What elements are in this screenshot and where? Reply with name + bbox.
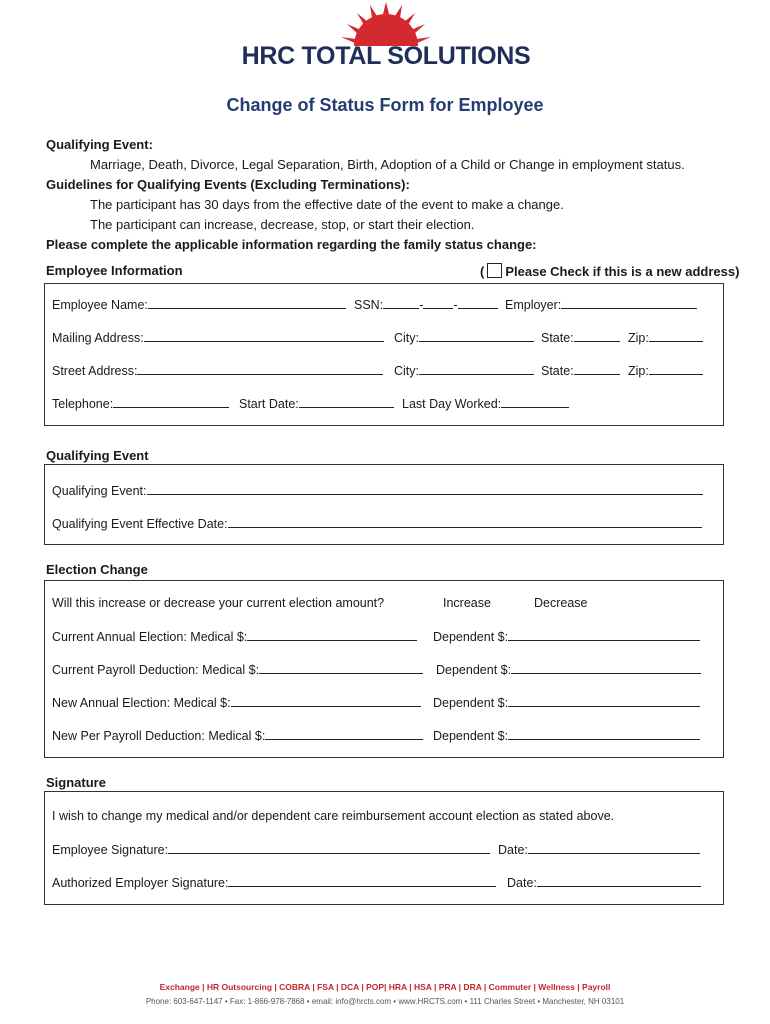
logo-text: HRC TOTAL SOLUTIONS <box>241 42 531 70</box>
street-address-field[interactable] <box>137 362 383 375</box>
mailing-city-label: City: <box>394 331 419 345</box>
new-annual-dependent-field[interactable] <box>508 694 700 707</box>
new-payroll-dependent-label: Dependent $: <box>433 729 509 743</box>
employee-date-field[interactable] <box>528 841 700 854</box>
current-annual-medical-field[interactable] <box>247 628 417 641</box>
current-annual-row <box>52 628 417 645</box>
form-title: Change of Status Form for Employee <box>226 95 544 115</box>
mailing-state-label: State: <box>541 331 574 345</box>
ssn-field-1[interactable] <box>383 296 419 309</box>
signature-statement: I wish to change my medical and/or dependent care reimbursement account election as stated above. <box>52 809 615 823</box>
mailing-state-field[interactable] <box>574 329 620 342</box>
qualifying-event-row <box>52 482 703 499</box>
start-date-label: Start Date: <box>239 397 299 411</box>
employee-date-row <box>498 841 700 858</box>
new-address-checkbox[interactable] <box>487 263 502 278</box>
employee-name-field[interactable] <box>148 296 346 309</box>
new-payroll-row <box>52 727 423 744</box>
footer-contact: Phone: 603-647-1147 • Fax: 1-866-978-7868 • email: info@hrcts.com • www.HRCTS.com • 111 Charles Street • Manchester, NH 03101 <box>145 997 625 1006</box>
street-city-field[interactable] <box>419 362 534 375</box>
new-annual-label: New Annual Election: Medical $: <box>52 696 231 710</box>
effective-date-row <box>52 515 702 532</box>
new-payroll-label: New Per Payroll Deduction: Medical $: <box>52 729 266 743</box>
new-payroll-dependent-field[interactable] <box>508 727 700 740</box>
new-annual-row <box>52 694 421 711</box>
employer-signature-row <box>52 874 496 891</box>
new-payroll-medical-field[interactable] <box>265 727 423 740</box>
election-change-heading: Election Change <box>46 562 148 577</box>
ssn-field-3[interactable] <box>458 296 498 309</box>
current-annual-label: Current Annual Election: Medical $: <box>52 630 248 644</box>
current-payroll-row <box>52 661 423 678</box>
street-state-label: State: <box>541 364 574 378</box>
employer-field[interactable] <box>561 296 697 309</box>
mailing-address-row <box>52 329 384 346</box>
footer-services: Exchange | HR Outsourcing | COBRA | FSA | DCA | POP| HRA | HSA | PRA | DRA | Commuter | Wellness | Payroll <box>159 982 611 992</box>
employee-signature-row <box>52 841 490 858</box>
signature-heading: Signature <box>46 775 106 790</box>
mailing-zip-field[interactable] <box>649 329 703 342</box>
qualifying-event-heading: Qualifying Event: <box>46 137 153 152</box>
mailing-address-field[interactable] <box>144 329 384 342</box>
street-zip-row <box>628 362 703 379</box>
telephone-label: Telephone: <box>52 397 114 411</box>
employer-date-field[interactable] <box>537 874 701 887</box>
ssn-label: SSN: <box>354 298 384 312</box>
increase-option[interactable]: Increase <box>443 596 491 610</box>
guideline-1: The participant has 30 days from the effective date of the event to make a change. <box>90 197 564 212</box>
effective-date-label: Qualifying Event Effective Date: <box>52 517 228 531</box>
street-address-row <box>52 362 383 379</box>
new-address-check <box>480 263 739 280</box>
street-city-row <box>394 362 534 379</box>
new-payroll-dependent-row <box>433 727 700 744</box>
current-annual-dependent-label: Dependent $: <box>433 630 509 644</box>
employer-date-row <box>507 874 701 891</box>
qualifying-event-section-heading: Qualifying Event <box>46 448 149 463</box>
employer-signature-field[interactable] <box>228 874 496 887</box>
employer-row <box>505 296 697 313</box>
election-question: Will this increase or decrease your current election amount? <box>52 596 385 610</box>
current-payroll-dependent-row <box>436 661 701 678</box>
telephone-field[interactable] <box>113 395 229 408</box>
new-annual-medical-field[interactable] <box>231 694 421 707</box>
employer-date-label: Date: <box>507 876 537 890</box>
mailing-state-row <box>541 329 620 346</box>
mailing-zip-label: Zip: <box>628 331 649 345</box>
decrease-option[interactable]: Decrease <box>534 596 588 610</box>
street-state-row <box>541 362 620 379</box>
ssn-separator-1: - <box>419 298 424 312</box>
ssn-separator-2: - <box>453 298 458 312</box>
start-date-row <box>239 395 394 412</box>
employee-info-heading: Employee Information <box>46 263 183 278</box>
street-address-label: Street Address: <box>52 364 138 378</box>
mailing-address-label: Mailing Address: <box>52 331 144 345</box>
last-day-worked-row <box>402 395 569 412</box>
qualifying-event-label: Qualifying Event: <box>52 484 147 498</box>
employee-name-label: Employee Name: <box>52 298 148 312</box>
mailing-city-field[interactable] <box>419 329 534 342</box>
current-annual-dependent-row <box>433 628 700 645</box>
new-address-paren: ( <box>480 264 485 279</box>
guideline-2: The participant can increase, decrease, stop, or start their election. <box>90 217 475 232</box>
street-city-label: City: <box>394 364 419 378</box>
start-date-field[interactable] <box>299 395 394 408</box>
mailing-zip-row <box>628 329 703 346</box>
employee-signature-field[interactable] <box>168 841 490 854</box>
employee-signature-label: Employee Signature: <box>52 843 169 857</box>
qualifying-event-text: Marriage, Death, Divorce, Legal Separation, Birth, Adoption of a Child or Change in employment status. <box>90 157 685 172</box>
current-payroll-medical-field[interactable] <box>259 661 423 674</box>
telephone-row <box>52 395 229 412</box>
current-payroll-label: Current Payroll Deduction: Medical $: <box>52 663 260 677</box>
employer-label: Employer: <box>505 298 562 312</box>
current-payroll-dependent-label: Dependent $: <box>436 663 512 677</box>
ssn-field-2[interactable] <box>423 296 453 309</box>
current-annual-dependent-field[interactable] <box>508 628 700 641</box>
new-annual-dependent-label: Dependent $: <box>433 696 509 710</box>
guidelines-heading: Guidelines for Qualifying Events (Excluding Terminations): <box>46 177 410 192</box>
street-state-field[interactable] <box>574 362 620 375</box>
street-zip-label: Zip: <box>628 364 649 378</box>
new-address-label: Please Check if this is a new address) <box>505 264 740 279</box>
employee-date-label: Date: <box>498 843 528 857</box>
mailing-city-row <box>394 329 534 346</box>
employer-signature-label: Authorized Employer Signature: <box>52 876 229 890</box>
qualifying-event-box <box>44 464 724 545</box>
new-annual-dependent-row <box>433 694 700 711</box>
last-day-worked-field[interactable] <box>501 395 569 408</box>
company-logo <box>236 2 536 80</box>
employee-name-row <box>52 296 346 313</box>
effective-date-field[interactable] <box>228 515 702 528</box>
instruction-text: Please complete the applicable information regarding the family status change: <box>46 237 537 252</box>
street-zip-field[interactable] <box>649 362 703 375</box>
qualifying-event-field[interactable] <box>147 482 703 495</box>
current-payroll-dependent-field[interactable] <box>511 661 701 674</box>
ssn-row <box>354 296 498 313</box>
last-day-worked-label: Last Day Worked: <box>402 397 502 411</box>
